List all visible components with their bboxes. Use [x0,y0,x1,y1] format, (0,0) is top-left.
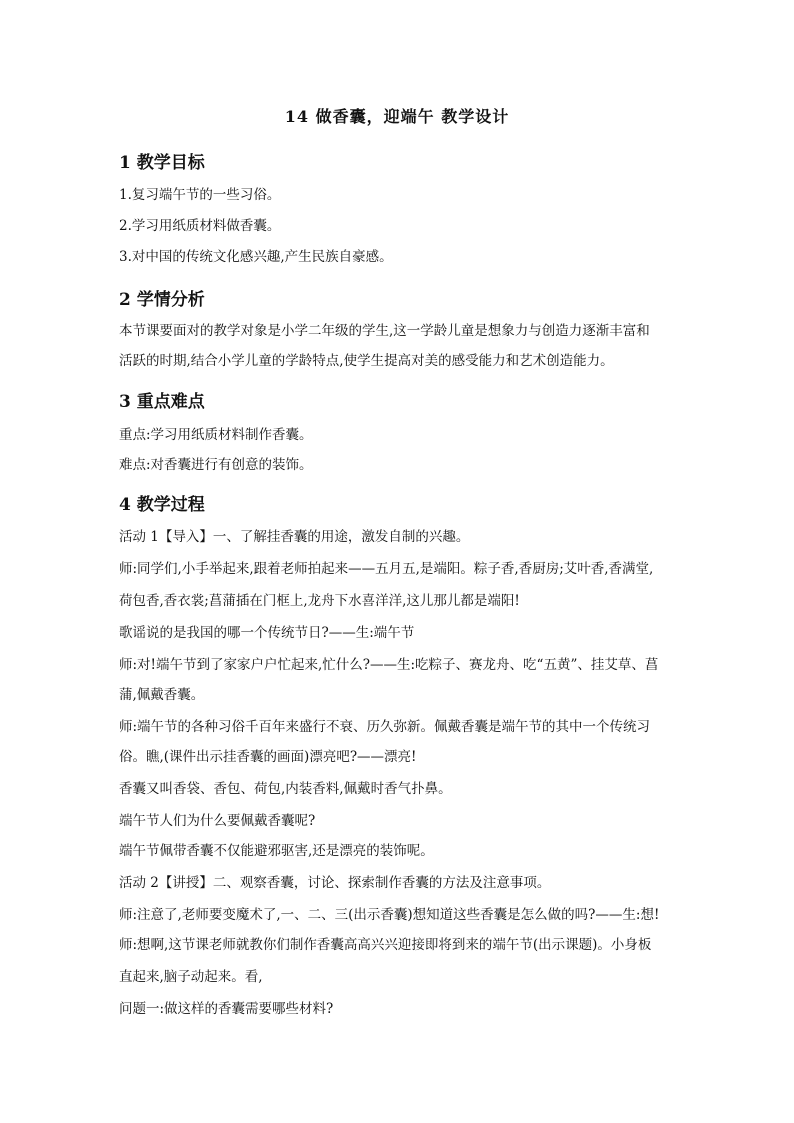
paragraph-line: 蒲,佩戴香囊。 [119,687,205,703]
paragraph-line: 师:注意了,老师要变魔术了,一、二、三(出示香囊)想知道这些香囊是怎么做的吗?——生:想! [119,907,660,923]
paragraph-line: 师:对!端午节到了家家户户忙起来,忙什么?——生:吃粽子、赛龙舟、吃“五黄”、挂艾草、菖 [119,657,659,673]
paragraph-line: 活动 1【导入】一、了解挂香囊的用途，激发自制的兴趣。 [119,529,470,545]
paragraph-line: 俗。瞧,(课件出示挂香囊的画面)漂亮吧?——漂亮! [119,749,417,765]
paragraph-line: 活动 2【讲授】二、观察香囊，讨论、探索制作香囊的方法及注意事项。 [119,875,551,891]
paragraph-line: 1.复习端午节的一些习俗。 [119,187,281,203]
section-heading-objectives: 1 教学目标 [119,153,205,173]
section-heading-process: 4 教学过程 [119,495,205,515]
document-title: 14 做香囊，迎端午 教学设计 [284,107,510,126]
paragraph-line: 3.对中国的传统文化感兴趣,产生民族自豪感。 [119,249,393,265]
paragraph-line: 重点:学习用纸质材料制作香囊。 [119,427,313,443]
paragraph-line: 问题一:做这样的香囊需要哪些材料? [119,1001,334,1017]
paragraph-line: 荷包香,香衣裳;菖蒲插在门框上,龙舟下水喜洋洋,这儿那儿都是端阳! [119,593,520,609]
paragraph-line: 难点:对香囊进行有创意的装饰。 [119,457,313,473]
paragraph-line: 师:同学们,小手举起来,跟着老师拍起来——五月五,是端阳。粽子香,香厨房;艾叶香,香满堂, [119,561,654,577]
section-heading-keypoints: 3 重点难点 [119,392,205,412]
paragraph-line: 活跃的时期,结合小学儿童的学龄特点,使学生提高对美的感受能力和艺术创造能力。 [119,353,614,369]
paragraph-line: 端午节人们为什么要佩戴香囊呢? [119,813,316,829]
paragraph-line: 2.学习用纸质材料做香囊。 [119,218,281,234]
paragraph-line: 端午节佩带香囊不仅能避邪驱害,还是漂亮的装饰呢。 [119,843,434,859]
paragraph-line: 师:端午节的各种习俗千百年来盛行不衰、历久弥新。佩戴香囊是端午节的其中一个传统习 [119,719,651,735]
paragraph-line: 直起来,脑子动起来。看, [119,969,263,985]
paragraph-line: 师:想啊,这节课老师就教你们制作香囊高高兴兴迎接即将到来的端午节(出示课题)。小身板 [119,937,652,953]
section-heading-analysis: 2 学情分析 [119,290,205,310]
paragraph-line: 香囊又叫香袋、香包、荷包,内装香料,佩戴时香气扑鼻。 [119,781,452,797]
paragraph-line: 歌谣说的是我国的哪一个传统节日?——生:端午节 [119,625,415,641]
paragraph-line: 本节课要面对的教学对象是小学二年级的学生,这一学龄儿童是想象力与创造力逐渐丰富和 [119,323,650,339]
